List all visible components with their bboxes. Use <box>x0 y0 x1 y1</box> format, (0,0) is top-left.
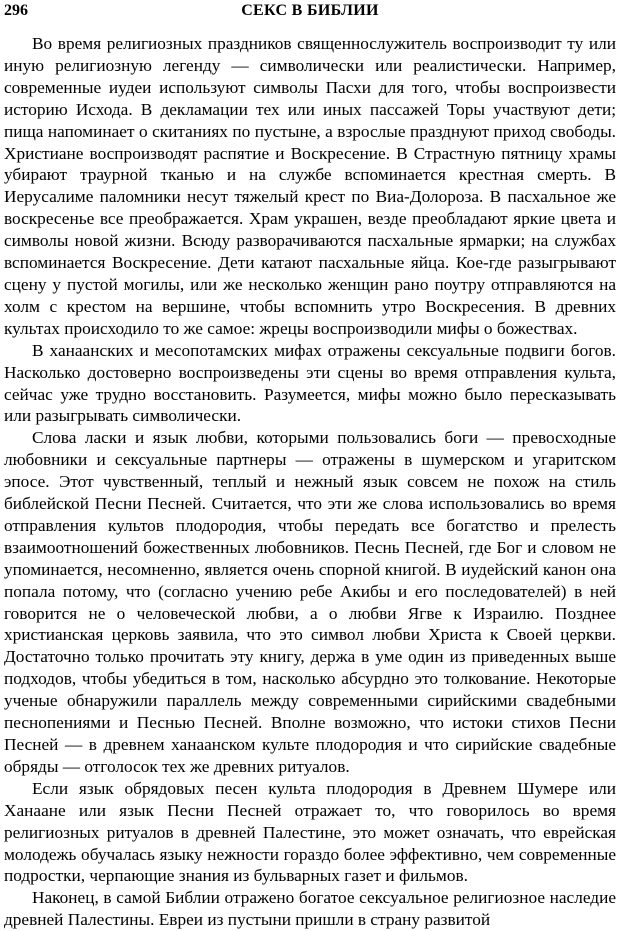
paragraph: Слова ласки и язык любви, которыми пользовались боги — превосходные любовники и сексуальные партнеры — отражены в шумерском и угаритском эпосе. Этот чувственный, теплый и нежный язык совсем не похож на стиль библейской Песни Песней. Считается, что эти же слова использовались во время отправления культов плодородия, чтобы передать все богатство и прелесть взаимоотношений божественных любовников. Песнь Песней, где Бог и словом не упоминается, несомненно, является очень спорной книгой. В иудейский канон она попала потому, что (согласно учению ребе Акибы и его последователей) в ней говорится не о человеческой любви, а о любви Ягве к Израилю. Позднее христианская церковь заявила, что это символ любви Христа к Своей церкви. Достаточно только прочитать эту книгу, держа в уме один из приведенных выше подходов, чтобы убедиться в том, насколько абсурдно это толкование. Некоторые ученые обнаружили параллель между современными сирийскими свадебными песнопениями и Песнью Песней. Вполне возможно, что истоки стихов Песни Песней — в древнем ханаанском культе плодородия и что сирийские свадебные обряды — отголосок тех же древних ритуалов. <box>4 428 616 776</box>
paragraph: Если язык обрядовых песен культа плодородия в Древнем Шумере или Ханаане или язык Песни Песней отражает то, что говорилось во время религиозных ритуалов в древней Палестине, это может означать, что еврейская молодежь обучалась языку нежности гораздо более эффективно, чем современные подростки, черпающие знания из бульварных газет и фильмов. <box>4 778 616 886</box>
paragraph: В ханаанских и месопотамских мифах отражены сексуальные подвиги богов. Насколько достоверно воспроизведены эти сцены во время отправления культа, сейчас уже трудно восстановить. Разумеется, мифы можно было пересказывать или разыгрывать символически. <box>4 340 616 426</box>
running-title: СЕКС В БИБЛИИ <box>241 2 379 19</box>
paragraph: Наконец, в самой Библии отражено богатое сексуальное религиозное наследие древней Палестины. Евреи из пустыни пришли в страну развитой <box>4 888 616 930</box>
page-number: 296 <box>4 2 28 19</box>
paragraph: Во время религиозных праздников священнослужитель воспроизводит ту или иную религиозную легенду — символически или реалистически. Например, современные иудеи используют символы Пасхи для того, чтобы воспроизвести историю Исхода. В декламации тех или иных пассажей Торы участвуют дети; пища напоминает о скитаниях по пустыне, а взрослые празднуют приход свободы. Христиане воспроизводят распятие и Воскресение. В Страстную пятницу храмы убирают траурной тканью и на службе вспоминается крестная смерть. В Иерусалиме паломники несут тяжелый крест по Виа-Долороза. В пасхальное же воскресенье все преображается. Храм украшен, везде преобладают яркие цвета и символы новой жизни. Всюду разворачиваются пасхальные ярмарки; на службах вспоминается Воскресение. Дети катают пасхальные яйца. Кое-где разыгрывают сцену у пустой могилы, или же несколько женщин рано поутру отправляются на холм с крестом на вершине, чтобы вспомнить утро Воскресения. В древних культах происходило то же самое: жрецы воспроизводили мифы о божествах. <box>4 34 616 338</box>
page-header <box>4 2 616 22</box>
body-text <box>4 33 616 931</box>
